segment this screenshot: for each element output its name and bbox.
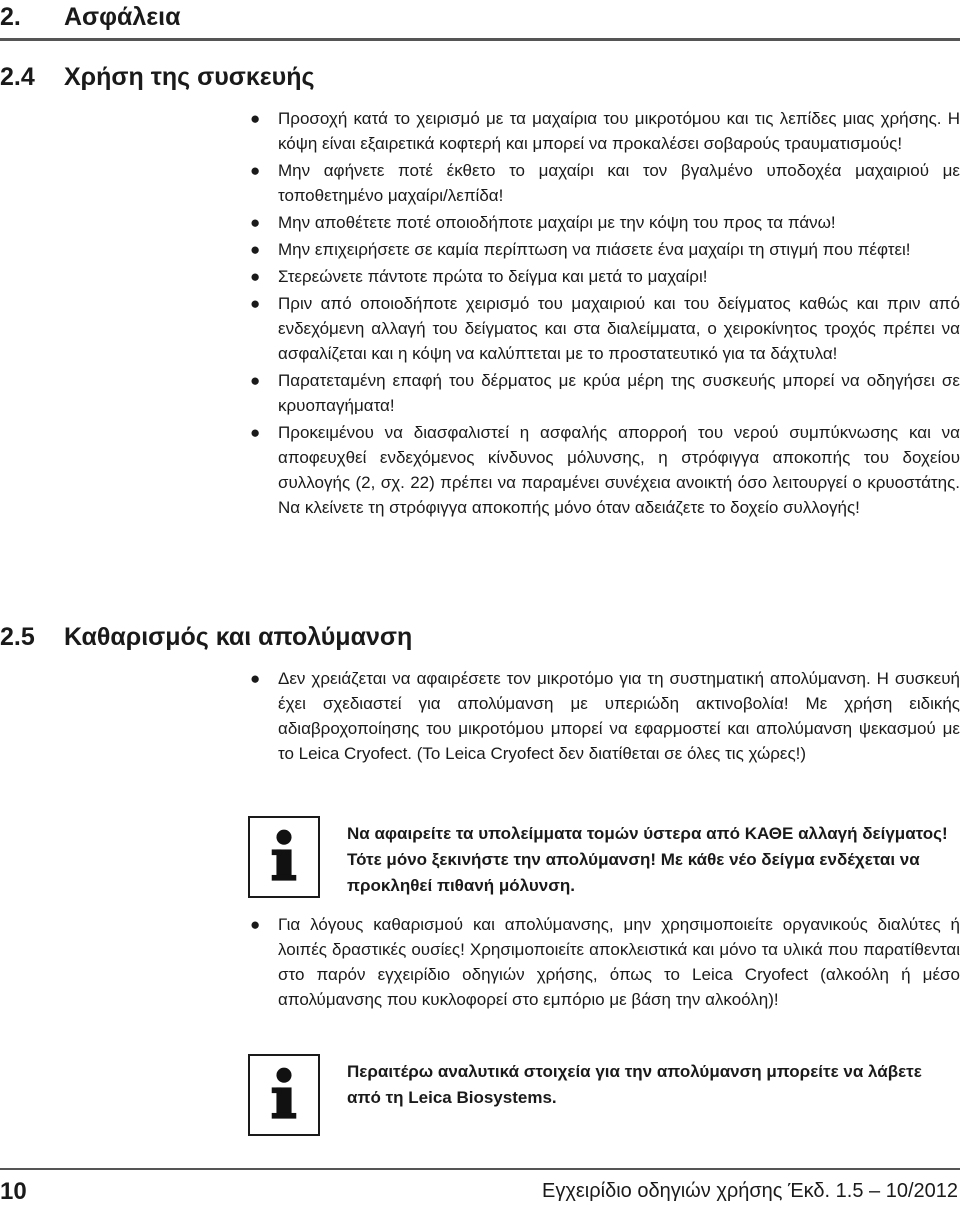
chapter-heading — [0, 2, 181, 32]
header-rule — [0, 38, 960, 41]
list-item: ● Μην αποθέτετε ποτέ οποιοδήποτε μαχαίρι με την κόψη του προς τα πάνω! — [248, 210, 960, 235]
list-item: ● Προσοχή κατά το χειρισμό με τα μαχαίρια του μικροτόμου και τις λεπίδες μιας χρήσης. Η κόψη είναι εξαιρετικά κοφτερή και μπορεί να προκαλέσει σοβαρούς τραυματισμούς! — [248, 106, 960, 156]
bullet-icon: ● — [250, 669, 261, 688]
chapter-number: 2. — [0, 3, 21, 31]
list-item: ● Στερεώνετε πάντοτε πρώτα το δείγμα και μετά το μαχαίρι! — [248, 264, 960, 289]
notice-text: Να αφαιρείτε τα υπολείμματα τομών ύστερα από ΚΑΘΕ αλλαγή δείγματος! Τότε μόνο ξεκινήστε την απολύμανση! Με κάθε νέο δείγμα ενδέχεται να προκληθεί πιθανή μόλυνση. — [347, 824, 948, 895]
section-2-4-heading — [0, 62, 315, 92]
bullet-icon: ● — [250, 267, 261, 286]
bullet-icon: ● — [250, 109, 261, 128]
bullet-icon: ● — [250, 240, 261, 259]
list-item: ● Προκειμένου να διασφαλιστεί η ασφαλής απορροή του νερού συμπύκνωσης και να αποφευχθεί ενδεχόμενος κίνδυνος μόλυνσης, η στρόφιγγα αποκοπής του δοχείου συλλογής (2, σχ. 22) πρέπει να παραμένει συνέχεια ανοικτή όσο λειτουργεί ο κρυοστάτης. Να κλείνετε τη στρόφιγγα αποκοπής μόνο όταν αδειάζετε το δοχείο συλλογής! — [248, 420, 960, 520]
section-title: Καθαρισμός και απολύμανση — [64, 623, 413, 651]
list-item: ● Για λόγους καθαρισμού και απολύμανσης, μην χρησιμοποιείτε οργανικούς διαλύτες ή λοιπές δραστικές ουσίες! Χρησιμοποιείτε αποκλειστικά και μόνο τα υλικά που παρατίθενται στο παρόν εγχειρίδιο οδηγιών χρήσης, όπως το Leica Cryofect (αλκοόλη ή μέσο απολύμανσης που κυκλοφορεί στο εμπόριο με βάση την αλκοόλη)! — [248, 912, 960, 1012]
footer-rule — [0, 1168, 960, 1170]
chapter-title: Ασφάλεια — [64, 3, 181, 31]
info-icon — [248, 1054, 320, 1136]
list-item: ● Δεν χρειάζεται να αφαιρέσετε τον μικροτόμο για τη συστηματική απολύμανση. Η συσκευή έχει σχεδιαστεί για απολύμανση με υπεριώδη ακτινοβολία! Με χρήση ειδικής αδιαβροχοποίησης του μικροτόμου μπορεί να εφαρμοστεί και απολύμανση ψεκασμού με το Leica Cryofect. (Το Leica Cryofect δεν διατίθεται σε όλες τις χώρες!) — [248, 666, 960, 766]
info-icon — [248, 816, 320, 898]
section-2-5-bullet-1 — [248, 666, 960, 768]
bullet-icon: ● — [250, 294, 261, 313]
list-item: ● Παρατεταμένη επαφή του δέρματος με κρύα μέρη της συσκευής μπορεί να οδηγήσει σε κρυοπαγήματα! — [248, 368, 960, 418]
bullet-icon: ● — [250, 371, 261, 390]
section-number: 2.5 — [0, 623, 35, 651]
notice-text: Περαιτέρω αναλυτικά στοιχεία για την απολύμανση μπορείτε να λάβετε από τη Leica Biosystems. — [347, 1062, 922, 1107]
bullet-icon: ● — [250, 423, 261, 442]
list-item: ● Πριν από οποιοδήποτε χειρισμό του μαχαιριού και του δείγματος καθώς και πριν από ενδεχόμενη αλλαγή του δείγματος και στα διαλείμματα, ο χειροκίνητος τροχός πρέπει να ασφαλίζεται και η κόψη να καλύπτεται με το προστατευτικό για τα δάχτυλα! — [248, 291, 960, 366]
section-number: 2.4 — [0, 63, 35, 91]
bullet-icon: ● — [250, 161, 261, 180]
section-2-5-bullet-2 — [248, 912, 960, 1014]
section-title: Χρήση της συσκευής — [64, 63, 315, 91]
bullet-icon: ● — [250, 213, 261, 232]
manual-title: Εγχειρίδιο οδηγιών χρήσης Έκδ. 1.5 – 10/2012 — [542, 1180, 958, 1202]
bullet-icon: ● — [250, 915, 261, 934]
page-number: 10 — [0, 1178, 27, 1205]
list-item: ● Μην επιχειρήσετε σε καμία περίπτωση να πιάσετε ένα μαχαίρι τη στιγμή που πέφτει! — [248, 237, 960, 262]
list-item: ● Μην αφήνετε ποτέ έκθετο το μαχαίρι και τον βγαλμένο υποδοχέα μαχαιριού με τοποθετημένο μαχαίρι/λεπίδα! — [248, 158, 960, 208]
section-2-5-heading — [0, 622, 412, 652]
section-2-4-bullets — [248, 106, 960, 522]
